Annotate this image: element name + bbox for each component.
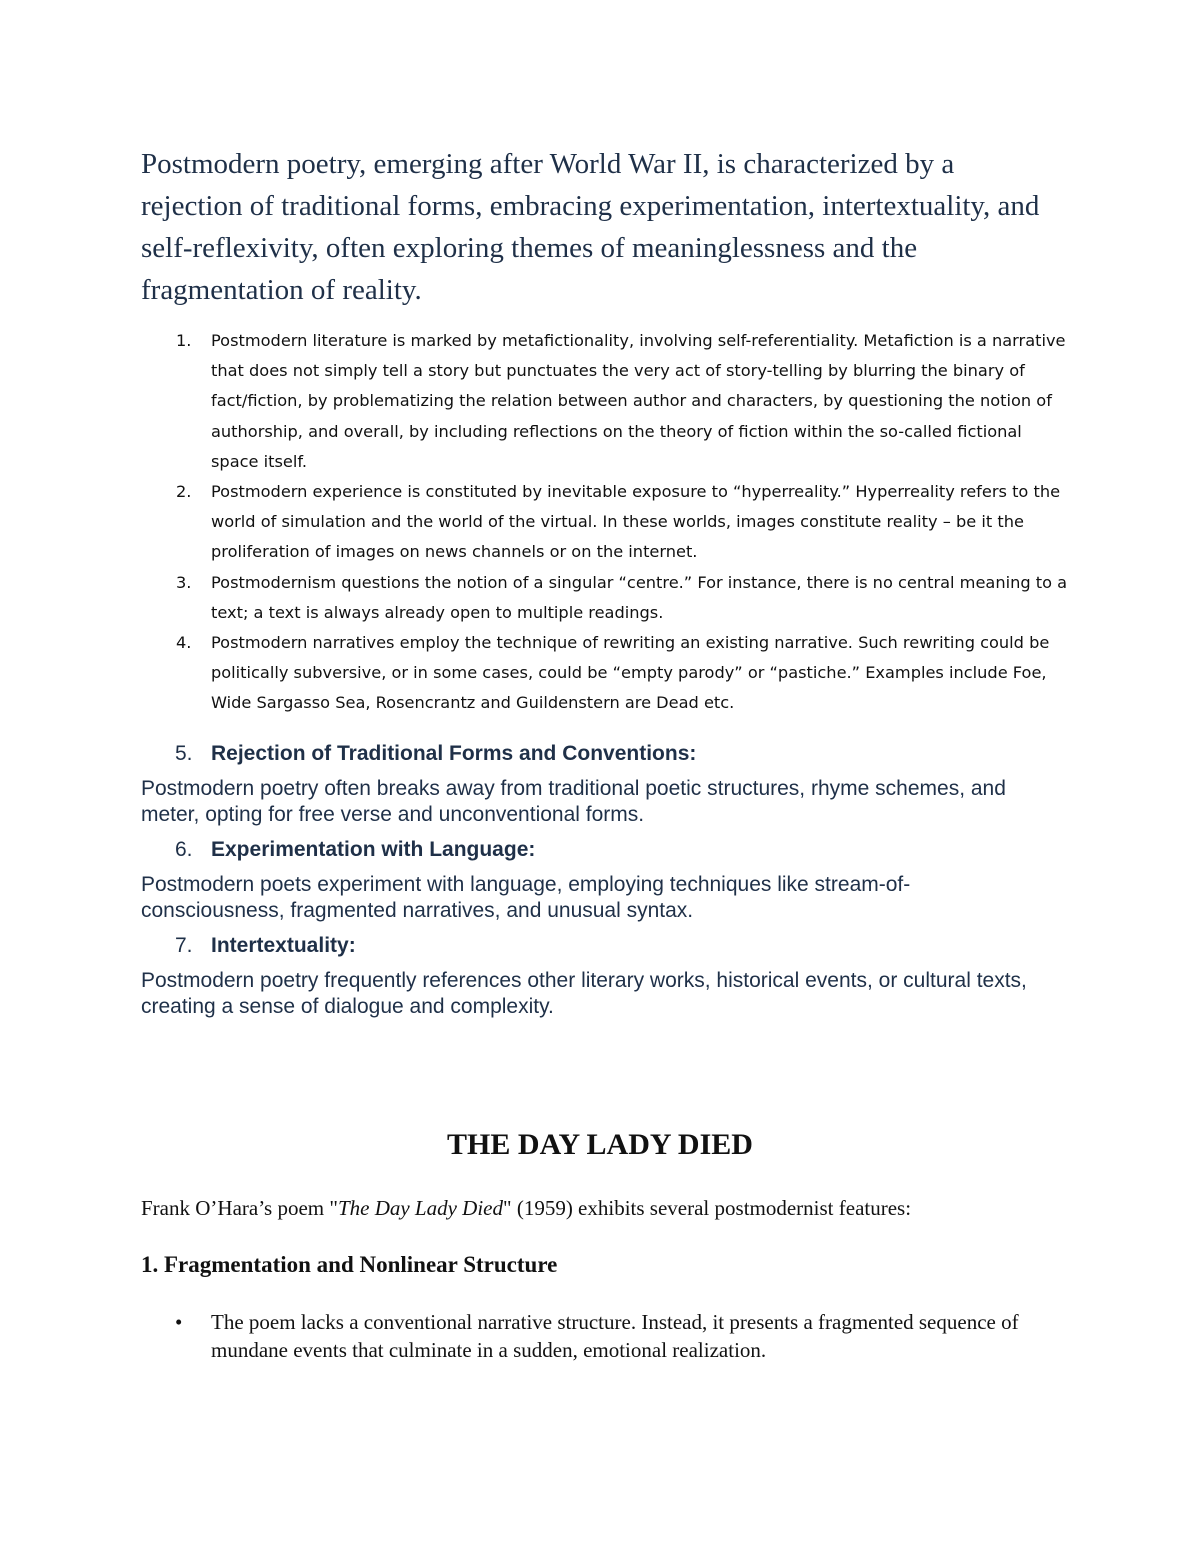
list-text: Postmodernism questions the notion of a singular “centre.” For instance, there is no central meaning to a text; a text is always already open to multiple readings. bbox=[211, 572, 1068, 622]
bullet-item bbox=[141, 1308, 1041, 1364]
list-item bbox=[141, 326, 1071, 477]
list-number: 4. bbox=[176, 633, 192, 653]
subpoint-number: 5. bbox=[175, 742, 193, 765]
subpoint-body: Postmodern poets experiment with language, employing techniques like stream-of-consciousness, fragmented narratives, and unusual syntax. bbox=[141, 873, 911, 922]
poem-name: The Day Lady Died bbox=[337, 1196, 503, 1220]
list-number: 2. bbox=[176, 482, 192, 502]
list-item bbox=[141, 477, 1071, 568]
bullet-icon: • bbox=[175, 1310, 183, 1334]
intro-paragraph: Postmodern poetry, emerging after World War II, is characterized by a rejection of traditional forms, embracing experimentation, intertextuality, and self-reflexivity, often exploring themes of meaninglessness and the fragmentation of reality. bbox=[141, 148, 1040, 306]
section-heading: 1. Fragmentation and Nonlinear Structure bbox=[141, 1252, 558, 1277]
subpoint-heading bbox=[141, 740, 1041, 768]
numbered-list bbox=[141, 326, 1071, 719]
list-number: 1. bbox=[176, 331, 192, 350]
subpoint-title: Experimentation with Language: bbox=[211, 838, 536, 861]
poem-title: THE DAY LADY DIED bbox=[447, 1128, 753, 1161]
subpoint-number: 6. bbox=[175, 838, 193, 861]
list-item bbox=[141, 628, 1071, 719]
list-text: Postmodern literature is marked by metafictionality, involving self-referentiality. Metafiction is a narrative that does not simply tell a story but punctuates the very act of story-telling by blurring the binary of fact/fiction, by problematizing the relation between author and characters, by questioning the notion of authorship, and overall, by including reflections on the theory of fiction within the so-called fictional space itself. bbox=[211, 331, 1066, 471]
poem-intro-end: " (1959) exhibits several postmodernist features: bbox=[503, 1196, 912, 1220]
list-number: 3. bbox=[176, 572, 192, 592]
subpoint-heading bbox=[141, 932, 1041, 960]
bullet-list bbox=[141, 1308, 1041, 1364]
subpoint-heading bbox=[141, 836, 1041, 864]
subpoint-intertextuality bbox=[141, 932, 1041, 1020]
subpoint-experimentation bbox=[141, 836, 1041, 924]
subpoint-title: Rejection of Traditional Forms and Conventions: bbox=[211, 742, 697, 765]
subpoint-body: Postmodern poetry frequently references other literary works, historical events, or cultural texts, creating a sense of dialogue and complexity. bbox=[141, 969, 1027, 1018]
subpoint-title: Intertextuality: bbox=[211, 934, 356, 957]
list-item bbox=[141, 568, 1071, 628]
subpoint-rejection bbox=[141, 740, 1041, 828]
poem-intro-start: Frank O’Hara’s poem " bbox=[141, 1196, 338, 1220]
poem-intro bbox=[141, 1196, 1081, 1221]
list-text: Postmodern experience is constituted by inevitable exposure to “hyperreality.” Hyperreality refers to the world of simulation and the world of the virtual. In these worlds, images constitute reality – be it the proliferation of images on news channels or on the internet. bbox=[211, 482, 1061, 562]
list-text: Postmodern narratives employ the technique of rewriting an existing narrative. Such rewriting could be politically subversive, or in some cases, could be “empty parody” or “pastiche.” Examples include Foe, Wide Sargasso Sea, Rosencrantz and Guildenstern are Dead etc. bbox=[211, 633, 1050, 713]
bullet-text: The poem lacks a conventional narrative structure. Instead, it presents a fragmented sequence of mundane events that culminate in a sudden, emotional realization. bbox=[211, 1310, 1019, 1362]
subpoint-number: 7. bbox=[175, 934, 193, 957]
subpoint-body: Postmodern poetry often breaks away from traditional poetic structures, rhyme schemes, and meter, opting for free verse and unconventional forms. bbox=[141, 777, 1006, 826]
